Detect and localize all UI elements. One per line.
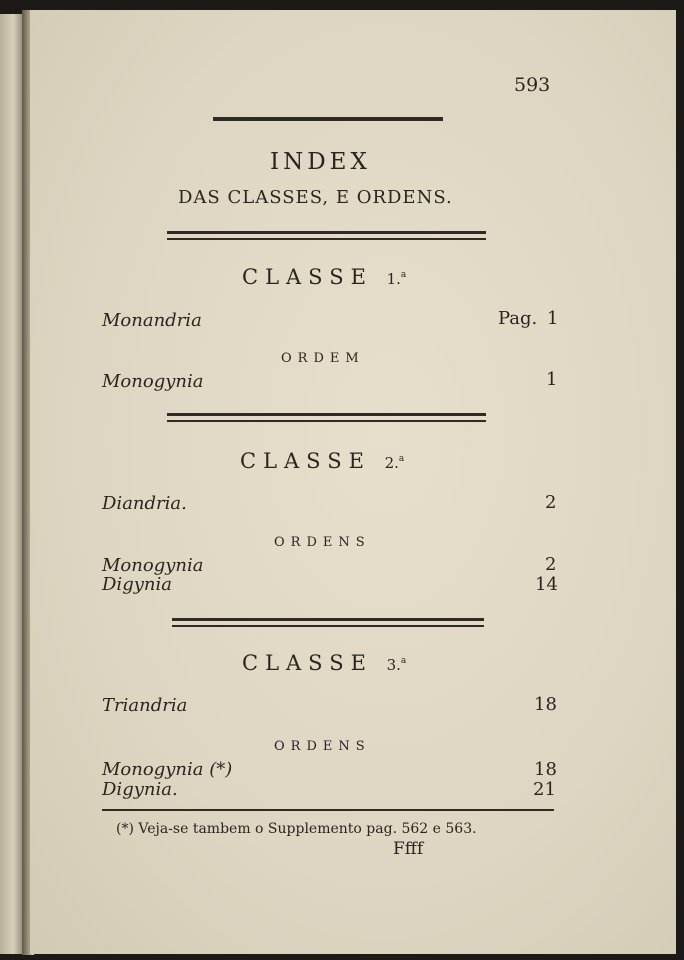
footnote: (*) Veja-se tambem o Supplemento pag. 562 e 563. bbox=[116, 821, 477, 837]
title-double-rule-bottom bbox=[167, 238, 486, 240]
class-3-page: 18 bbox=[534, 694, 557, 715]
class-1-double-rule-top bbox=[167, 413, 486, 416]
class-2-order-2-name: Digynia bbox=[102, 574, 172, 595]
class-1-order-heading: ORDEM bbox=[281, 351, 365, 366]
class-2-name: Diandria. bbox=[102, 493, 187, 514]
class-2-heading: CLASSE 2.$^a$ bbox=[240, 449, 412, 473]
class-2-order-2-page: 14 bbox=[535, 574, 558, 595]
index-subtitle: DAS CLASSES, E ORDENS. bbox=[178, 187, 453, 208]
class-1-name: Monandria bbox=[102, 310, 202, 331]
class-3-order-2-name: Digynia. bbox=[102, 779, 178, 800]
class-2-page: 2 bbox=[545, 492, 557, 513]
class-2-double-rule-top bbox=[172, 618, 484, 621]
class-1-page: 1 bbox=[547, 308, 559, 329]
class-1-order-1-name: Monogynia bbox=[102, 371, 204, 392]
class-3-order-2-page: 21 bbox=[533, 779, 556, 800]
footnote-rule bbox=[102, 809, 554, 811]
top-rule bbox=[213, 117, 443, 121]
class-2-double-rule-bottom bbox=[172, 625, 484, 627]
index-title: INDEX bbox=[270, 149, 371, 175]
class-2-order-1-page: 2 bbox=[545, 554, 557, 575]
class-3-name: Triandria bbox=[102, 695, 188, 716]
class-1-page-label: Pag. bbox=[498, 308, 538, 329]
title-double-rule-top bbox=[167, 231, 486, 234]
facing-page-edge bbox=[0, 14, 24, 954]
class-3-order-1-name: Monogynia (*) bbox=[102, 759, 233, 780]
class-3-heading: CLASSE 3.$^a$ bbox=[242, 651, 414, 675]
class-1-heading: CLASSE 1.$^a$ bbox=[242, 265, 414, 289]
class-1-order-1-page: 1 bbox=[546, 369, 558, 390]
class-1-double-rule-bottom bbox=[167, 420, 486, 422]
class-2-order-heading: ORDENS bbox=[274, 535, 371, 550]
book-page bbox=[30, 10, 676, 954]
class-2-order-1-name: Monogynia bbox=[102, 555, 204, 576]
page-number: 593 bbox=[514, 74, 551, 96]
class-3-order-heading: ORDENS bbox=[274, 739, 371, 754]
class-3-order-1-page: 18 bbox=[534, 759, 557, 780]
signature-mark: Ffff bbox=[393, 839, 424, 859]
